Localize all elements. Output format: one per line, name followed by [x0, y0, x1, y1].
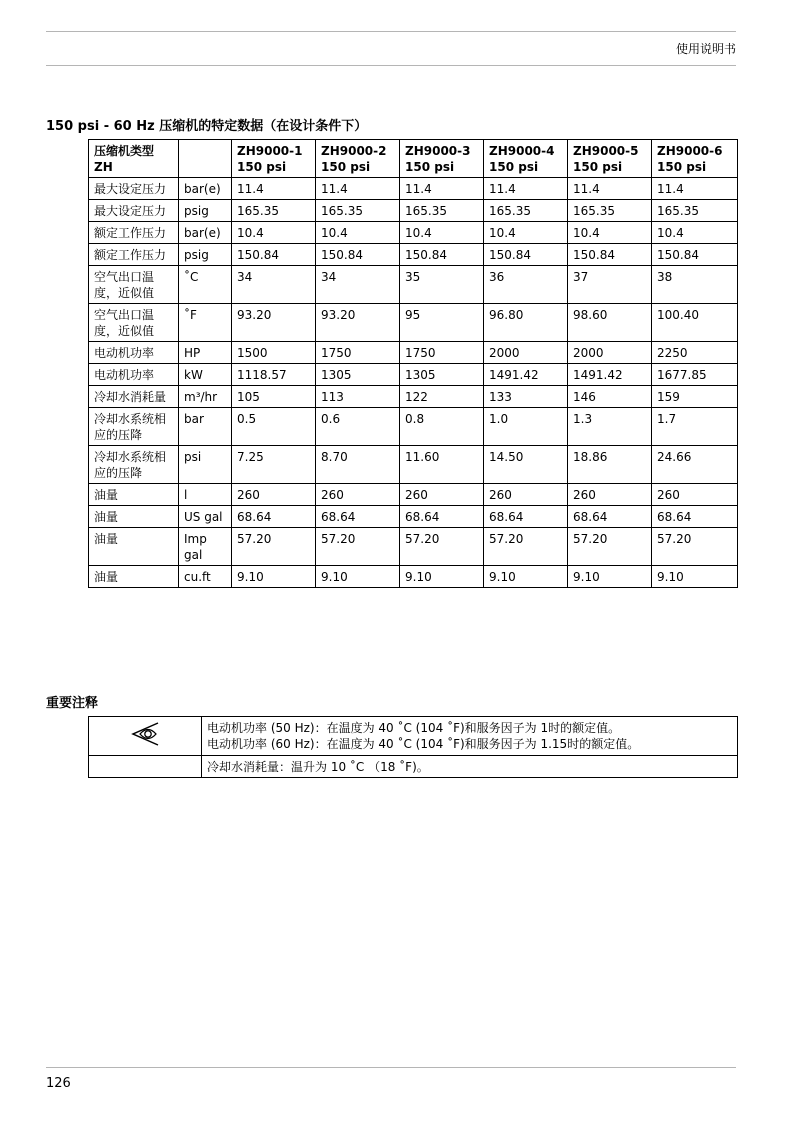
row-label: 额定工作压力 — [89, 244, 179, 266]
table-row — [89, 446, 738, 484]
table-row — [89, 386, 738, 408]
row-value: 10.4 — [400, 222, 484, 244]
row-value: 1118.57 — [232, 364, 316, 386]
header-model: ZH9000-4 150 psi — [484, 140, 568, 178]
row-value: 57.20 — [568, 528, 652, 566]
header-rule-bottom — [46, 65, 736, 66]
section-title: 150 psi - 60 Hz 压缩机的特定数据（在设计条件下） — [46, 119, 368, 134]
row-value: 2000 — [484, 342, 568, 364]
row-value: 57.20 — [400, 528, 484, 566]
row-unit: bar — [179, 408, 232, 446]
row-label: 冷却水系统相应的压降 — [89, 408, 179, 446]
row-value: 146 — [568, 386, 652, 408]
row-value: 95 — [400, 304, 484, 342]
row-label: 油量 — [89, 528, 179, 566]
row-value: 165.35 — [652, 200, 738, 222]
row-value: 122 — [400, 386, 484, 408]
row-value: 8.70 — [316, 446, 400, 484]
row-value: 9.10 — [652, 566, 738, 588]
row-unit: US gal — [179, 506, 232, 528]
row-label: 额定工作压力 — [89, 222, 179, 244]
row-value: 165.35 — [400, 200, 484, 222]
note-icon-cell — [89, 717, 202, 756]
row-label: 油量 — [89, 566, 179, 588]
row-value: 57.20 — [232, 528, 316, 566]
row-value: 68.64 — [232, 506, 316, 528]
row-value: 14.50 — [484, 446, 568, 484]
row-value: 150.84 — [400, 244, 484, 266]
row-value: 7.25 — [232, 446, 316, 484]
row-value: 1750 — [400, 342, 484, 364]
row-value: 260 — [568, 484, 652, 506]
row-value: 11.4 — [400, 178, 484, 200]
row-value: 36 — [484, 266, 568, 304]
row-unit: Imp gal — [179, 528, 232, 566]
row-label: 电动机功率 — [89, 342, 179, 364]
header-model: ZH9000-2 150 psi — [316, 140, 400, 178]
row-label: 油量 — [89, 484, 179, 506]
row-value: 260 — [652, 484, 738, 506]
row-value: 35 — [400, 266, 484, 304]
row-value: 11.4 — [568, 178, 652, 200]
row-value: 68.64 — [400, 506, 484, 528]
row-value: 11.4 — [484, 178, 568, 200]
header-model: ZH9000-5 150 psi — [568, 140, 652, 178]
row-value: 165.35 — [232, 200, 316, 222]
row-value: 11.4 — [316, 178, 400, 200]
row-unit: HP — [179, 342, 232, 364]
row-value: 9.10 — [400, 566, 484, 588]
row-value: 260 — [484, 484, 568, 506]
row-value: 1491.42 — [568, 364, 652, 386]
row-unit: m³/hr — [179, 386, 232, 408]
row-value: 1750 — [316, 342, 400, 364]
row-value: 1.0 — [484, 408, 568, 446]
row-value: 9.10 — [568, 566, 652, 588]
row-value: 150.84 — [316, 244, 400, 266]
row-value: 68.64 — [484, 506, 568, 528]
note-row — [89, 717, 738, 756]
table-row — [89, 484, 738, 506]
row-value: 9.10 — [232, 566, 316, 588]
row-value: 1305 — [400, 364, 484, 386]
row-value: 150.84 — [568, 244, 652, 266]
row-value: 10.4 — [316, 222, 400, 244]
row-value: 1677.85 — [652, 364, 738, 386]
row-value: 150.84 — [232, 244, 316, 266]
row-label: 冷却水系统相应的压降 — [89, 446, 179, 484]
row-value: 165.35 — [484, 200, 568, 222]
row-value: 260 — [316, 484, 400, 506]
note-text-cell — [202, 756, 738, 778]
row-unit: bar(e) — [179, 178, 232, 200]
row-label: 最大设定压力 — [89, 178, 179, 200]
header-model: ZH9000-1 150 psi — [232, 140, 316, 178]
row-unit: l — [179, 484, 232, 506]
table-row — [89, 506, 738, 528]
row-label: 电动机功率 — [89, 364, 179, 386]
row-value: 133 — [484, 386, 568, 408]
row-value: 57.20 — [484, 528, 568, 566]
note-line: 冷却水消耗量：温升为 10 ˚C （18 ˚F)。 — [207, 760, 429, 774]
header-model: ZH9000-3 150 psi — [400, 140, 484, 178]
row-label: 最大设定压力 — [89, 200, 179, 222]
row-label: 油量 — [89, 506, 179, 528]
row-value: 38 — [652, 266, 738, 304]
row-value: 11.4 — [232, 178, 316, 200]
row-value: 159 — [652, 386, 738, 408]
row-value: 165.35 — [316, 200, 400, 222]
row-unit: cu.ft — [179, 566, 232, 588]
note-line: 电动机功率 (60 Hz)：在温度为 40 ˚C (104 ˚F)和服务因子为 1.15时的额定值。 — [207, 737, 640, 751]
table-row — [89, 364, 738, 386]
header-rule-top — [46, 31, 736, 32]
row-value: 100.40 — [652, 304, 738, 342]
row-value: 10.4 — [484, 222, 568, 244]
table-row — [89, 222, 738, 244]
row-value: 0.8 — [400, 408, 484, 446]
row-value: 1491.42 — [484, 364, 568, 386]
row-value: 34 — [316, 266, 400, 304]
spec-table — [88, 139, 738, 588]
row-label: 空气出口温度，近似值 — [89, 304, 179, 342]
note-row — [89, 756, 738, 778]
row-value: 1.3 — [568, 408, 652, 446]
row-value: 165.35 — [568, 200, 652, 222]
row-value: 34 — [232, 266, 316, 304]
table-row — [89, 342, 738, 364]
page-number: 126 — [46, 1076, 71, 1091]
row-value: 105 — [232, 386, 316, 408]
row-unit: ˚F — [179, 304, 232, 342]
row-value: 11.4 — [652, 178, 738, 200]
row-value: 10.4 — [568, 222, 652, 244]
row-value: 96.80 — [484, 304, 568, 342]
table-row — [89, 566, 738, 588]
table-row — [89, 266, 738, 304]
row-value: 68.64 — [568, 506, 652, 528]
row-value: 10.4 — [232, 222, 316, 244]
row-value: 260 — [400, 484, 484, 506]
notes-title: 重要注释 — [46, 696, 99, 711]
row-value: 0.5 — [232, 408, 316, 446]
row-value: 37 — [568, 266, 652, 304]
note-icon-cell-empty — [89, 756, 202, 778]
table-row — [89, 528, 738, 566]
row-value: 1305 — [316, 364, 400, 386]
row-value: 1500 — [232, 342, 316, 364]
row-unit: psi — [179, 446, 232, 484]
row-value: 24.66 — [652, 446, 738, 484]
footer-rule — [46, 1067, 736, 1068]
row-value: 18.86 — [568, 446, 652, 484]
row-value: 10.4 — [652, 222, 738, 244]
row-unit: ˚C — [179, 266, 232, 304]
header-model: ZH9000-6 150 psi — [652, 140, 738, 178]
table-row — [89, 304, 738, 342]
row-unit: bar(e) — [179, 222, 232, 244]
row-value: 1.7 — [652, 408, 738, 446]
row-value: 9.10 — [484, 566, 568, 588]
row-value: 2250 — [652, 342, 738, 364]
note-line: 电动机功率 (50 Hz)：在温度为 40 ˚C (104 ˚F)和服务因子为 1时的额定值。 — [207, 721, 621, 735]
header-label: 压缩机类型 ZH — [89, 140, 179, 178]
table-row — [89, 200, 738, 222]
row-value: 57.20 — [316, 528, 400, 566]
row-unit: psig — [179, 244, 232, 266]
document-title: 使用说明书 — [675, 42, 736, 56]
row-value: 68.64 — [652, 506, 738, 528]
table-row — [89, 178, 738, 200]
note-text-cell — [202, 717, 738, 756]
table-row — [89, 408, 738, 446]
notes-table — [88, 716, 738, 778]
row-value: 11.60 — [400, 446, 484, 484]
row-value: 150.84 — [484, 244, 568, 266]
row-value: 2000 — [568, 342, 652, 364]
row-value: 9.10 — [316, 566, 400, 588]
row-value: 93.20 — [316, 304, 400, 342]
header-unit — [179, 140, 232, 178]
row-label: 冷却水消耗量 — [89, 386, 179, 408]
row-value: 150.84 — [652, 244, 738, 266]
row-value: 68.64 — [316, 506, 400, 528]
row-value: 98.60 — [568, 304, 652, 342]
row-value: 0.6 — [316, 408, 400, 446]
row-value: 260 — [232, 484, 316, 506]
eye-attention-icon — [128, 738, 162, 752]
table-header-row — [89, 140, 738, 178]
row-value: 93.20 — [232, 304, 316, 342]
row-unit: kW — [179, 364, 232, 386]
row-value: 113 — [316, 386, 400, 408]
row-unit: psig — [179, 200, 232, 222]
row-value: 57.20 — [652, 528, 738, 566]
row-label: 空气出口温度，近似值 — [89, 266, 179, 304]
table-row — [89, 244, 738, 266]
